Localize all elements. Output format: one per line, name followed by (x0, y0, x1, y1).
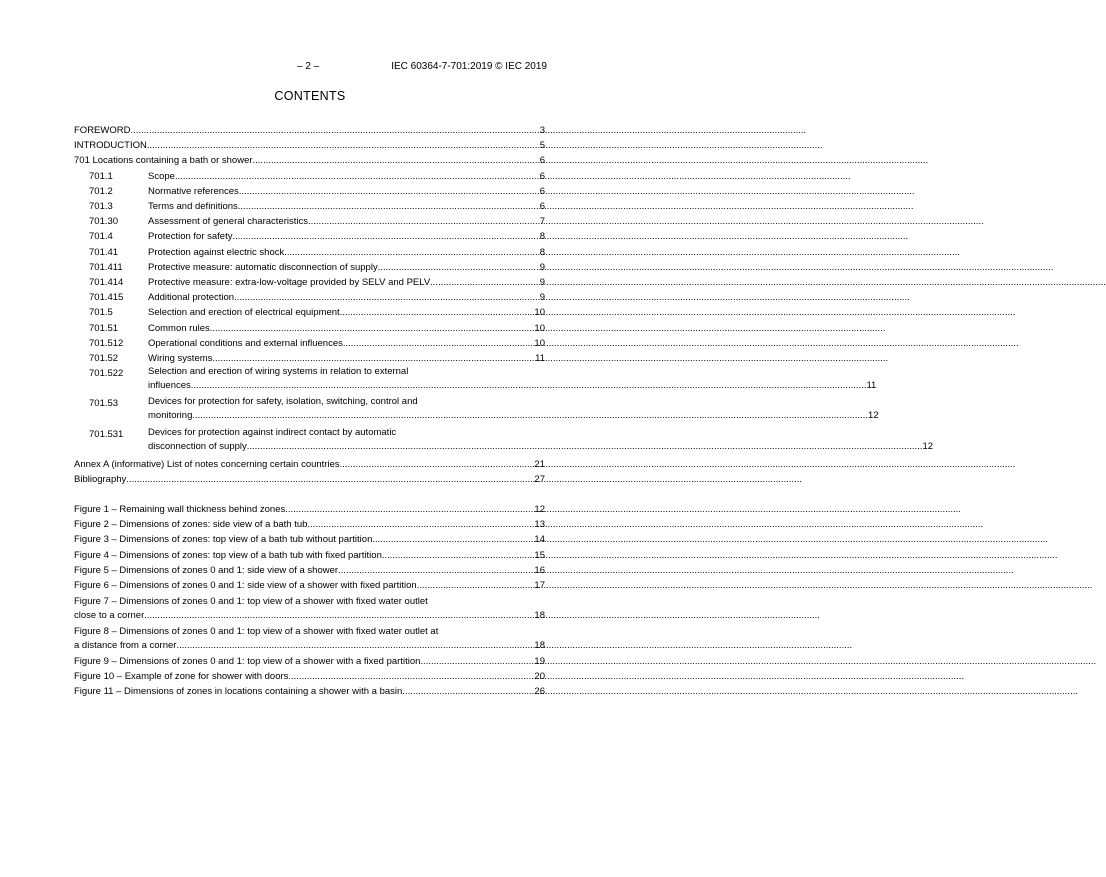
toc-entry-line (74, 457, 545, 472)
figure-entry[interactable] (74, 669, 545, 684)
toc-entry-page: 6 (539, 155, 545, 167)
dot-leader (238, 199, 540, 214)
toc-entry-title-cont: disconnection of supply (148, 440, 247, 452)
figure-entry-title: Figure 7 – Dimensions of zones 0 and 1: top view of a shower with fixed water outlet (74, 596, 428, 608)
figure-entry[interactable] (74, 626, 545, 653)
toc-entry-number: 701.531 (89, 428, 124, 440)
toc-entry-number: 701.30 (89, 216, 119, 228)
toc-entry-number: 701.3 (89, 201, 113, 213)
figure-entry-page: 18 (534, 610, 545, 622)
dot-leader (430, 275, 540, 290)
figure-entry-line (74, 548, 545, 563)
dot-leader (126, 472, 534, 487)
toc-entry-page: 5 (539, 140, 545, 152)
figure-entry-line (74, 563, 545, 578)
dot-leader (210, 321, 535, 336)
toc-entry[interactable] (74, 123, 545, 138)
page-number: – 2 – (297, 61, 320, 72)
toc-entry-title-cont: monitoring (148, 410, 193, 422)
toc-entry-page: 11 (535, 353, 545, 365)
toc-entry-title: Operational conditions and external influences (148, 337, 343, 349)
toc-entry-title: Selection and erection of wiring systems in relation to external (148, 366, 409, 378)
dot-leader (253, 153, 540, 168)
toc-entry-number: 701.2 (89, 185, 113, 197)
figure-entry[interactable] (74, 502, 545, 517)
toc-entry-title: Devices for protection for safety, isolation, switching, control and (148, 396, 418, 408)
figure-entry-line (74, 654, 545, 669)
toc-entry-page: 8 (539, 246, 545, 258)
toc-entry-page: 11 (866, 380, 877, 392)
toc-entry-line (148, 260, 545, 275)
toc-entry[interactable] (74, 199, 545, 214)
dot-leader (247, 439, 923, 454)
toc-entry-body (148, 366, 876, 393)
figure-entry-line (74, 684, 545, 699)
figure-entry-page: 26 (534, 686, 545, 698)
toc-entry-line (148, 229, 545, 244)
dot-leader (284, 245, 539, 260)
dot-leader (176, 638, 534, 653)
toc-entry-number: 701.522 (89, 368, 124, 380)
toc-entry[interactable] (74, 351, 545, 366)
figure-entry-title: Figure 4 – Dimensions of zones: top view of a bath tub with fixed partition (74, 549, 382, 561)
toc-entry-line (148, 305, 545, 320)
toc-entry-title: Scope (148, 170, 175, 182)
table-of-contents (74, 123, 934, 487)
dot-leader (308, 214, 540, 229)
dot-leader (402, 684, 534, 699)
toc-entry-line (74, 138, 545, 153)
figure-entry-page: 20 (534, 670, 545, 682)
dot-leader (192, 408, 868, 423)
figure-entry[interactable] (74, 684, 545, 699)
dot-leader (175, 169, 540, 184)
toc-entry[interactable] (74, 396, 879, 423)
dot-leader (382, 548, 535, 563)
toc-entry-title: Devices for protection against indirect contact by automatic (148, 426, 397, 438)
toc-entry-number: 701.414 (89, 277, 124, 289)
figure-entry[interactable] (74, 654, 545, 669)
toc-entry-body (148, 427, 933, 454)
toc-entry-number: 701.4 (89, 231, 113, 243)
toc-entry-number: 701.512 (89, 337, 124, 349)
toc-entry-line (148, 245, 545, 260)
toc-entry-page: 6 (539, 185, 545, 197)
toc-entry-title: Assessment of general characteristics (148, 216, 308, 228)
figure-entry-title-cont: a distance from a corner (74, 640, 177, 652)
figure-entry[interactable] (74, 563, 545, 578)
toc-entry-page: 10 (534, 337, 545, 349)
toc-entry-line (148, 199, 545, 214)
toc-entry-line (148, 184, 545, 199)
toc-entry[interactable] (74, 321, 545, 336)
figure-entry-line (74, 578, 545, 593)
toc-entry-line (148, 169, 545, 184)
toc-entry-page: 6 (539, 170, 545, 182)
figure-entry-line (74, 532, 545, 547)
figure-entry[interactable] (74, 548, 545, 563)
toc-entry-title: Normative references (148, 185, 239, 197)
figure-entry-title: Figure 3 – Dimensions of zones: top view of a bath tub without partition (74, 534, 373, 546)
dot-leader (343, 336, 535, 351)
figure-entry-title: Figure 5 – Dimensions of zones 0 and 1: side view of a shower (74, 564, 339, 576)
toc-entry-page: 12 (868, 410, 879, 422)
figure-entry-line (74, 502, 545, 517)
toc-entry[interactable] (74, 214, 545, 229)
figure-entry-page: 17 (534, 580, 545, 592)
figure-entry-page: 18 (534, 640, 545, 652)
list-of-figures (74, 502, 545, 699)
toc-entry-body (148, 396, 879, 423)
toc-entry-page: 9 (539, 277, 545, 289)
toc-entry[interactable] (74, 305, 545, 320)
dot-leader (340, 457, 535, 472)
toc-entry-line (74, 153, 545, 168)
toc-entry[interactable] (74, 457, 545, 472)
figure-entry[interactable] (74, 517, 545, 532)
toc-entry-title: Protection for safety (148, 231, 233, 243)
toc-entry-number: 701.41 (89, 246, 119, 258)
toc-entry-line (74, 472, 545, 487)
toc-entry[interactable] (74, 138, 545, 153)
dot-leader (130, 123, 539, 138)
figure-entry-title: Figure 8 – Dimensions of zones 0 and 1: top view of a shower with fixed water outlet at (74, 626, 439, 638)
toc-entry-continuation (148, 408, 879, 423)
figure-entry[interactable] (74, 596, 545, 623)
toc-entry-line (148, 290, 545, 305)
dot-leader (285, 502, 534, 517)
figure-entry-line (74, 517, 545, 532)
toc-entry-page: 9 (539, 261, 545, 273)
figure-entry-title: Figure 11 – Dimensions of zones in locations containing a shower with a basin (74, 686, 403, 698)
dot-leader (239, 184, 540, 199)
page-title: CONTENTS (274, 89, 346, 103)
toc-entry-title: Wiring systems (148, 353, 213, 365)
toc-entry[interactable] (74, 169, 545, 184)
toc-entry-title: Common rules (148, 322, 210, 334)
figure-entry-page: 15 (534, 549, 545, 561)
toc-entry-title: Protective measure: extra-low-voltage provided by SELV and PELV (148, 277, 431, 289)
toc-entry-title: INTRODUCTION (74, 140, 147, 152)
toc-entry-title: FOREWORD (74, 125, 131, 136)
toc-entry-title: Additional protection (148, 292, 235, 304)
toc-entry[interactable] (74, 184, 545, 199)
toc-entry-title: Selection and erection of electrical equipment (148, 307, 340, 319)
toc-entry-line (148, 336, 545, 351)
dot-leader (378, 260, 540, 275)
dot-leader (338, 563, 534, 578)
toc-entry-page: 8 (539, 231, 545, 243)
toc-entry[interactable] (74, 245, 545, 260)
dot-leader (420, 654, 534, 669)
toc-entry-title: 701 Locations containing a bath or shower (74, 155, 253, 167)
toc-entry-line (74, 123, 545, 138)
toc-entry-number: 701.5 (89, 307, 113, 319)
toc-entry-number: 701.53 (89, 398, 119, 410)
toc-entry-continuation (148, 439, 933, 454)
toc-entry-page: 7 (539, 216, 545, 228)
toc-entry-page: 27 (534, 474, 545, 486)
dot-leader (144, 608, 534, 623)
toc-entry-line (148, 351, 545, 366)
toc-entry-title: Terms and definitions (148, 201, 238, 213)
toc-entry-page: 12 (922, 440, 934, 452)
toc-entry-line (148, 321, 545, 336)
toc-entry[interactable] (74, 290, 545, 305)
toc-entry[interactable] (74, 426, 934, 454)
figure-entry-title: Figure 6 – Dimensions of zones 0 and 1: side view of a shower with fixed partition (74, 580, 417, 592)
toc-entry-continuation (148, 378, 876, 393)
toc-entry-number: 701.51 (89, 322, 119, 334)
figure-entry-page: 14 (534, 534, 545, 546)
toc-entry-title: Bibliography (74, 474, 127, 486)
toc-entry-title: Protection against electric shock (148, 246, 285, 258)
dot-leader (307, 517, 534, 532)
figure-entry[interactable] (74, 532, 545, 547)
toc-entry[interactable] (74, 153, 545, 168)
figure-entry-title: Figure 10 – Example of zone for shower with doors (74, 670, 289, 682)
toc-entry-number: 701.1 (89, 170, 113, 182)
toc-entry-page: 10 (534, 322, 545, 334)
figure-entry-title: Figure 9 – Dimensions of zones 0 and 1: top view of a shower with a fixed partition (74, 655, 421, 667)
toc-entry[interactable] (74, 229, 545, 244)
toc-entry[interactable] (74, 336, 545, 351)
toc-entry-number: 701.415 (89, 292, 124, 304)
dot-leader (417, 578, 535, 593)
toc-entry-line (148, 214, 545, 229)
figure-entry-title: Figure 2 – Dimensions of zones: side view of a bath tub (74, 519, 308, 531)
figure-entry-title-cont: close to a corner (74, 610, 145, 622)
dot-leader (212, 351, 535, 366)
figure-entry-page: 19 (534, 655, 545, 667)
toc-entry[interactable] (74, 275, 545, 290)
dot-leader (340, 305, 535, 320)
toc-entry[interactable] (74, 472, 545, 487)
dot-leader (372, 532, 534, 547)
figure-entry-page: 16 (534, 564, 545, 576)
standard-reference: IEC 60364-7-701:2019 © IEC 2019 (391, 61, 547, 72)
toc-entry-title: Annex A (informative) List of notes concerning certain countries (74, 458, 340, 470)
dot-leader (232, 229, 539, 244)
figure-entry-line (74, 669, 545, 684)
dot-leader (288, 669, 534, 684)
figure-entry-page: 12 (534, 504, 545, 515)
page-header (0, 61, 620, 75)
toc-entry-number: 701.411 (89, 261, 123, 273)
dot-leader (191, 378, 867, 393)
figure-entry-page: 13 (534, 519, 545, 531)
toc-entry-page: 10 (534, 307, 545, 319)
figure-entry-continuation (74, 638, 545, 653)
dot-leader (234, 290, 540, 305)
toc-entry-page: 6 (539, 201, 545, 213)
toc-entry-page: 21 (534, 458, 545, 470)
toc-entry-title: Protective measure: automatic disconnection of supply (148, 261, 378, 273)
toc-entry-number: 701.52 (89, 353, 119, 365)
toc-entry-line (148, 275, 545, 290)
toc-entry-page: 9 (539, 292, 545, 304)
toc-entry-page: 3 (539, 125, 545, 136)
figure-entry-title: Figure 1 – Remaining wall thickness behind zones (74, 504, 286, 515)
dot-leader (147, 138, 540, 153)
figure-entry-continuation (74, 608, 545, 623)
figure-entry[interactable] (74, 578, 545, 593)
toc-entry[interactable] (74, 260, 545, 275)
toc-entry[interactable] (74, 366, 877, 393)
toc-entry-title-cont: influences (148, 380, 191, 392)
